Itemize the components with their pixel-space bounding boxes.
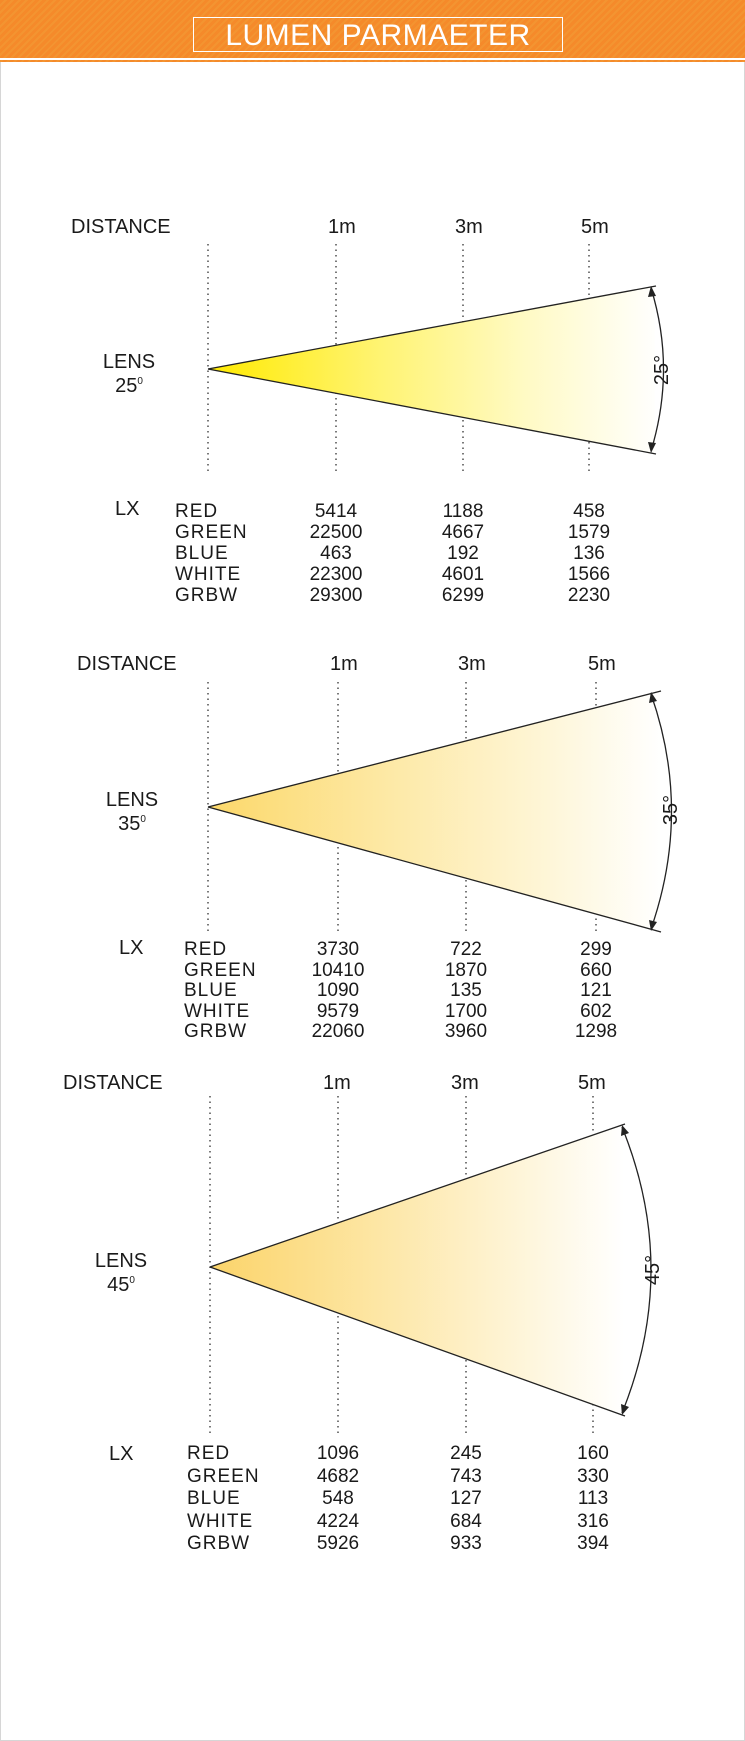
value-1m: 22500 — [309, 522, 363, 543]
row-name: GREEN — [175, 522, 248, 543]
distance-1m: 1m — [323, 1072, 351, 1094]
lens-title: LENS — [102, 351, 156, 373]
value-5m: 1298 — [574, 1021, 618, 1042]
row-name: BLUE — [187, 1488, 241, 1509]
value-5m: 1579 — [567, 522, 611, 543]
row-name: WHITE — [187, 1510, 254, 1532]
distance-5m: 5m — [578, 1072, 606, 1094]
row-name: WHITE — [175, 564, 242, 585]
lens-degree-mark: 0 — [137, 376, 143, 387]
value-5m: 458 — [573, 501, 605, 522]
row-name: BLUE — [175, 543, 229, 564]
distance-3m: 3m — [458, 653, 486, 675]
value-3m: 3960 — [444, 1021, 488, 1042]
value-3m: 1870 — [444, 959, 488, 981]
value-5m: 1566 — [567, 564, 611, 585]
lens-label — [88, 1251, 154, 1295]
value-3m: 6299 — [441, 585, 485, 606]
lens-label — [96, 352, 162, 396]
lens-section-45 — [0, 1060, 745, 1580]
value-3m: 135 — [450, 980, 482, 1001]
value-1m: 3730 — [316, 939, 360, 960]
value-3m: 192 — [447, 543, 479, 564]
value-5m: 330 — [577, 1465, 609, 1487]
lens-degree-mark: 0 — [129, 1275, 135, 1286]
lx-label: LX — [109, 1443, 134, 1465]
value-3m: 684 — [450, 1510, 482, 1532]
angle-arrow-top — [621, 1125, 629, 1136]
value-1m: 5926 — [316, 1533, 360, 1554]
header-divider — [0, 58, 745, 60]
row-name: RED — [175, 501, 219, 522]
row-name: GRBW — [184, 1021, 248, 1042]
lens-angle-value: 25 — [115, 375, 138, 397]
value-5m: 299 — [580, 939, 612, 960]
value-1m: 9579 — [316, 1000, 360, 1022]
distance-label: DISTANCE — [71, 216, 171, 238]
lx-label: LX — [115, 498, 140, 520]
row-name: GREEN — [184, 959, 257, 981]
distance-label: DISTANCE — [77, 653, 177, 675]
row-name: WHITE — [184, 1000, 251, 1022]
beam-cone — [210, 1124, 624, 1416]
value-3m: 933 — [450, 1533, 482, 1554]
value-3m: 722 — [450, 939, 482, 960]
value-5m: 602 — [580, 1000, 612, 1022]
lens-degree-mark: 0 — [140, 814, 146, 825]
distance-3m: 3m — [451, 1072, 479, 1094]
distance-1m: 1m — [328, 216, 356, 238]
beam-angle-marker: 25° — [651, 354, 673, 386]
lens-angle-value: 35 — [118, 813, 141, 835]
value-5m: 316 — [577, 1510, 609, 1532]
lens-angle — [88, 1271, 154, 1295]
value-3m: 1700 — [444, 1000, 488, 1022]
value-1m: 4682 — [316, 1465, 360, 1487]
lens-angle — [96, 372, 162, 396]
row-name: RED — [184, 939, 228, 960]
angle-arrow-bottom — [621, 1404, 629, 1415]
value-3m: 245 — [450, 1443, 482, 1464]
distance-3m: 3m — [455, 216, 483, 238]
lens-title: LENS — [105, 789, 159, 811]
value-1m: 4224 — [316, 1510, 360, 1532]
value-5m: 136 — [573, 543, 605, 564]
row-name: GREEN — [187, 1465, 260, 1487]
lens-angle — [99, 810, 165, 834]
row-name: BLUE — [184, 980, 238, 1001]
value-3m: 127 — [450, 1488, 482, 1509]
value-1m: 22300 — [309, 564, 363, 585]
value-1m: 548 — [322, 1488, 354, 1509]
page-title: LUMEN PARMAETER — [193, 17, 563, 52]
value-1m: 22060 — [311, 1021, 365, 1042]
value-5m: 660 — [580, 959, 612, 981]
row-name: GRBW — [187, 1533, 251, 1554]
distance-5m: 5m — [588, 653, 616, 675]
beam-angle-marker: 45° — [642, 1254, 664, 1286]
lens-label — [99, 790, 165, 834]
value-1m: 1090 — [316, 980, 360, 1001]
lx-label: LX — [119, 937, 144, 959]
distance-label: DISTANCE — [63, 1072, 163, 1094]
distance-1m: 1m — [330, 653, 358, 675]
beam-angle-marker: 35° — [660, 794, 682, 826]
lens-section-25 — [0, 200, 745, 620]
lens-angle-value: 45 — [107, 1274, 130, 1296]
value-5m: 2230 — [567, 585, 611, 606]
value-3m: 4667 — [441, 522, 485, 543]
value-5m: 394 — [577, 1533, 609, 1554]
value-3m: 743 — [450, 1465, 482, 1487]
row-name: GRBW — [175, 585, 239, 606]
value-5m: 121 — [580, 980, 612, 1001]
value-5m: 113 — [577, 1488, 609, 1509]
value-3m: 4601 — [441, 564, 485, 585]
value-5m: 160 — [577, 1443, 609, 1464]
value-1m: 10410 — [311, 959, 365, 981]
beam-cone — [208, 691, 660, 932]
row-name: RED — [187, 1443, 231, 1464]
value-1m: 1096 — [316, 1443, 360, 1464]
lens-title: LENS — [94, 1250, 148, 1272]
value-1m: 5414 — [314, 501, 358, 522]
value-1m: 29300 — [309, 585, 363, 606]
value-3m: 1188 — [442, 501, 484, 522]
lens-section-35 — [0, 640, 745, 1060]
distance-5m: 5m — [581, 216, 609, 238]
beam-cone — [208, 286, 655, 454]
value-1m: 463 — [320, 543, 352, 564]
